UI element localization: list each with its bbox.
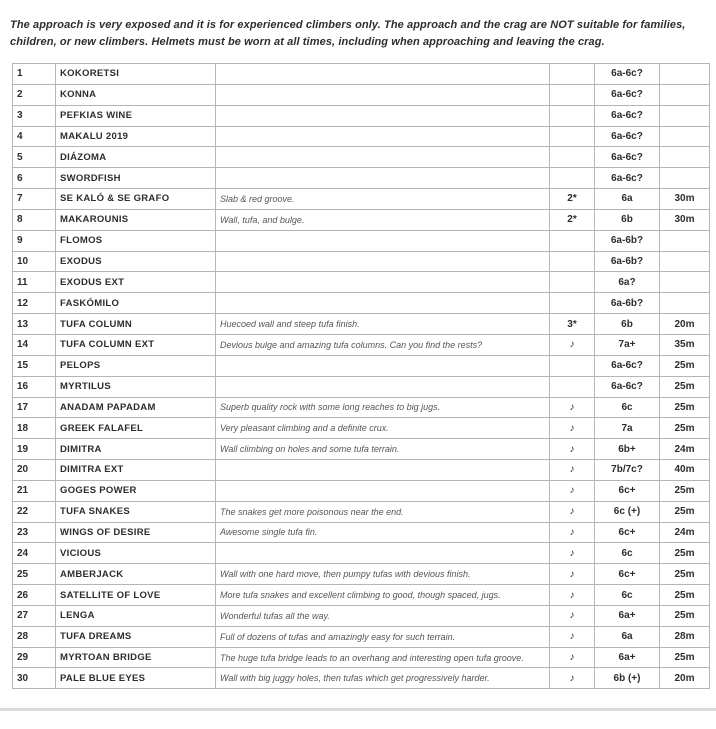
- route-grade: 6b (+): [595, 668, 660, 689]
- route-length: [660, 168, 710, 189]
- route-length: 25m: [660, 605, 710, 626]
- route-grade: 6c (+): [595, 501, 660, 522]
- route-description: [216, 168, 550, 189]
- route-description: [216, 376, 550, 397]
- route-star-or-music-note-icon: ♪: [550, 460, 595, 481]
- route-grade: 6a-6c?: [595, 126, 660, 147]
- route-description: Wall with big juggy holes, then tufas which get progressively harder.: [216, 668, 550, 689]
- route-name: VICIOUS: [56, 543, 216, 564]
- route-name: LENGA: [56, 605, 216, 626]
- route-number: 14: [13, 334, 56, 355]
- route-description: [216, 64, 550, 85]
- route-length: [660, 147, 710, 168]
- route-description: [216, 230, 550, 251]
- route-length: 40m: [660, 460, 710, 481]
- route-name: DIMITRA: [56, 439, 216, 460]
- route-number: 28: [13, 626, 56, 647]
- route-length: 25m: [660, 501, 710, 522]
- route-star-or-music-note-icon: [550, 272, 595, 293]
- route-table-body: [13, 64, 710, 689]
- route-number: 3: [13, 105, 56, 126]
- route-grade: 6a-6c?: [595, 64, 660, 85]
- route-grade: 6a-6c?: [595, 147, 660, 168]
- route-description: [216, 84, 550, 105]
- route-star-or-music-note-icon: 2*: [550, 209, 595, 230]
- route-grade: 6a-6b?: [595, 251, 660, 272]
- route-grade: 6c+: [595, 480, 660, 501]
- route-grade: 6c: [595, 543, 660, 564]
- table-row: [13, 84, 710, 105]
- route-description: Wall climbing on holes and some tufa terrain.: [216, 439, 550, 460]
- table-row: [13, 647, 710, 668]
- route-name: MAKALU 2019: [56, 126, 216, 147]
- route-grade: 6a-6c?: [595, 376, 660, 397]
- approach-warning-text: The approach is very exposed and it is for experienced climbers only. The approach and the crag are NOT suitable for families, children, or new climbers. Helmets must be worn at all times, including when approaching and leaving the crag.: [10, 19, 686, 49]
- route-name: FLOMOS: [56, 230, 216, 251]
- table-row: [13, 168, 710, 189]
- route-number: 9: [13, 230, 56, 251]
- route-grade: 6a: [595, 626, 660, 647]
- route-number: 4: [13, 126, 56, 147]
- route-length: 30m: [660, 209, 710, 230]
- route-grade: 6c+: [595, 564, 660, 585]
- route-name: MYRTOAN BRIDGE: [56, 647, 216, 668]
- route-length: [660, 272, 710, 293]
- route-name: PALE BLUE EYES: [56, 668, 216, 689]
- route-grade: 6c: [595, 585, 660, 606]
- route-star-or-music-note-icon: 3*: [550, 314, 595, 335]
- route-length: 20m: [660, 314, 710, 335]
- route-name: GREEK FALAFEL: [56, 418, 216, 439]
- route-description: Huecoed wall and steep tufa finish.: [216, 314, 550, 335]
- route-grade: 6a-6c?: [595, 355, 660, 376]
- route-star-or-music-note-icon: ♪: [550, 605, 595, 626]
- route-number: 19: [13, 439, 56, 460]
- route-star-or-music-note-icon: ♪: [550, 626, 595, 647]
- route-number: 26: [13, 585, 56, 606]
- route-number: 27: [13, 605, 56, 626]
- table-row: [13, 480, 710, 501]
- route-description: Very pleasant climbing and a definite crux.: [216, 418, 550, 439]
- route-grade: 6a: [595, 189, 660, 210]
- route-star-or-music-note-icon: ♪: [550, 418, 595, 439]
- route-number: 8: [13, 209, 56, 230]
- route-length: 35m: [660, 334, 710, 355]
- table-row: [13, 397, 710, 418]
- table-row: [13, 209, 710, 230]
- table-row: [13, 564, 710, 585]
- route-length: 28m: [660, 626, 710, 647]
- route-name: SE KALÓ & SE GRAFO: [56, 189, 216, 210]
- route-star-or-music-note-icon: [550, 376, 595, 397]
- route-star-or-music-note-icon: [550, 251, 595, 272]
- route-star-or-music-note-icon: [550, 230, 595, 251]
- route-description: Wall with one hard move, then pumpy tufas with devious finish.: [216, 564, 550, 585]
- route-length: [660, 251, 710, 272]
- route-number: 18: [13, 418, 56, 439]
- route-grade: 7a: [595, 418, 660, 439]
- route-star-or-music-note-icon: [550, 126, 595, 147]
- route-star-or-music-note-icon: 2*: [550, 189, 595, 210]
- table-row: [13, 355, 710, 376]
- route-name: SWORDFISH: [56, 168, 216, 189]
- route-star-or-music-note-icon: [550, 84, 595, 105]
- route-description: Wonderful tufas all the way.: [216, 605, 550, 626]
- route-length: 30m: [660, 189, 710, 210]
- route-number: 1: [13, 64, 56, 85]
- route-length: 25m: [660, 355, 710, 376]
- route-grade: 6a+: [595, 605, 660, 626]
- route-star-or-music-note-icon: ♪: [550, 501, 595, 522]
- route-number: 25: [13, 564, 56, 585]
- route-star-or-music-note-icon: [550, 64, 595, 85]
- table-row: [13, 293, 710, 314]
- route-number: 15: [13, 355, 56, 376]
- route-grade: 6b: [595, 209, 660, 230]
- route-description: [216, 126, 550, 147]
- table-row: [13, 460, 710, 481]
- route-length: [660, 126, 710, 147]
- table-row: [13, 272, 710, 293]
- table-row: [13, 585, 710, 606]
- route-name: KONNA: [56, 84, 216, 105]
- table-row: [13, 230, 710, 251]
- route-name: EXODUS EXT: [56, 272, 216, 293]
- table-row: [13, 251, 710, 272]
- route-name: MAKAROUNIS: [56, 209, 216, 230]
- route-number: 7: [13, 189, 56, 210]
- route-star-or-music-note-icon: ♪: [550, 585, 595, 606]
- route-description: [216, 105, 550, 126]
- route-table: [12, 63, 710, 689]
- route-description: [216, 272, 550, 293]
- route-number: 24: [13, 543, 56, 564]
- route-name: AMBERJACK: [56, 564, 216, 585]
- route-length: [660, 84, 710, 105]
- route-star-or-music-note-icon: ♪: [550, 334, 595, 355]
- route-number: 6: [13, 168, 56, 189]
- route-description: More tufa snakes and excellent climbing to good, though spaced, jugs.: [216, 585, 550, 606]
- route-number: 2: [13, 84, 56, 105]
- route-number: 12: [13, 293, 56, 314]
- route-grade: 6b+: [595, 439, 660, 460]
- route-grade: 6a-6b?: [595, 293, 660, 314]
- route-grade: 6a+: [595, 647, 660, 668]
- route-star-or-music-note-icon: [550, 105, 595, 126]
- route-star-or-music-note-icon: [550, 168, 595, 189]
- table-row: [13, 126, 710, 147]
- table-row: [13, 543, 710, 564]
- route-name: FASKÓMILO: [56, 293, 216, 314]
- route-description: Full of dozens of tufas and amazingly easy for such terrain.: [216, 626, 550, 647]
- route-name: TUFA COLUMN EXT: [56, 334, 216, 355]
- route-star-or-music-note-icon: ♪: [550, 397, 595, 418]
- route-grade: 6a?: [595, 272, 660, 293]
- route-star-or-music-note-icon: ♪: [550, 480, 595, 501]
- route-grade: 7a+: [595, 334, 660, 355]
- route-description: Slab & red groove.: [216, 189, 550, 210]
- route-number: 11: [13, 272, 56, 293]
- route-description: Superb quality rock with some long reaches to big jugs.: [216, 397, 550, 418]
- route-grade: 6c+: [595, 522, 660, 543]
- route-description: [216, 251, 550, 272]
- route-name: TUFA SNAKES: [56, 501, 216, 522]
- table-row: [13, 334, 710, 355]
- route-name: PELOPS: [56, 355, 216, 376]
- route-name: KOKORETSI: [56, 64, 216, 85]
- table-row: [13, 522, 710, 543]
- route-number: 10: [13, 251, 56, 272]
- route-description: [216, 543, 550, 564]
- route-name: DIÁZOMA: [56, 147, 216, 168]
- route-description: [216, 293, 550, 314]
- table-row: [13, 147, 710, 168]
- route-star-or-music-note-icon: ♪: [550, 522, 595, 543]
- route-length: 25m: [660, 397, 710, 418]
- route-grade: 6b: [595, 314, 660, 335]
- route-description: [216, 147, 550, 168]
- route-star-or-music-note-icon: ♪: [550, 668, 595, 689]
- table-row: [13, 501, 710, 522]
- route-description: Wall, tufa, and bulge.: [216, 209, 550, 230]
- route-length: 25m: [660, 418, 710, 439]
- route-name: GOGES POWER: [56, 480, 216, 501]
- table-row: [13, 605, 710, 626]
- route-number: 21: [13, 480, 56, 501]
- route-number: 16: [13, 376, 56, 397]
- route-length: 24m: [660, 439, 710, 460]
- table-row: [13, 105, 710, 126]
- route-star-or-music-note-icon: [550, 147, 595, 168]
- route-description: [216, 355, 550, 376]
- route-length: 25m: [660, 480, 710, 501]
- route-description: [216, 480, 550, 501]
- route-length: 25m: [660, 564, 710, 585]
- route-length: [660, 105, 710, 126]
- table-row: [13, 668, 710, 689]
- route-length: 25m: [660, 647, 710, 668]
- route-name: DIMITRA EXT: [56, 460, 216, 481]
- route-grade: 6a-6b?: [595, 230, 660, 251]
- route-length: [660, 230, 710, 251]
- route-name: PEFKIAS WINE: [56, 105, 216, 126]
- route-name: WINGS OF DESIRE: [56, 522, 216, 543]
- route-name: SATELLITE OF LOVE: [56, 585, 216, 606]
- route-number: 22: [13, 501, 56, 522]
- route-number: 5: [13, 147, 56, 168]
- table-row: [13, 314, 710, 335]
- route-star-or-music-note-icon: [550, 355, 595, 376]
- route-length: [660, 64, 710, 85]
- route-grade: 6a-6c?: [595, 84, 660, 105]
- table-row: [13, 626, 710, 647]
- route-star-or-music-note-icon: ♪: [550, 564, 595, 585]
- bottom-divider: [0, 708, 716, 711]
- route-number: 29: [13, 647, 56, 668]
- table-row: [13, 418, 710, 439]
- route-name: ANADAM PAPADAM: [56, 397, 216, 418]
- route-grade: 6c: [595, 397, 660, 418]
- route-description: The huge tufa bridge leads to an overhang and interesting open tufa groove.: [216, 647, 550, 668]
- route-number: 23: [13, 522, 56, 543]
- route-length: 25m: [660, 376, 710, 397]
- route-length: 24m: [660, 522, 710, 543]
- route-grade: 6a-6c?: [595, 168, 660, 189]
- route-description: The snakes get more poisonous near the end.: [216, 501, 550, 522]
- route-star-or-music-note-icon: ♪: [550, 543, 595, 564]
- route-description: Devious bulge and amazing tufa columns. Can you find the rests?: [216, 334, 550, 355]
- route-number: 20: [13, 460, 56, 481]
- route-number: 13: [13, 314, 56, 335]
- route-length: 25m: [660, 585, 710, 606]
- table-row: [13, 189, 710, 210]
- table-row: [13, 376, 710, 397]
- route-name: MYRTILUS: [56, 376, 216, 397]
- table-row: [13, 64, 710, 85]
- route-star-or-music-note-icon: [550, 293, 595, 314]
- route-number: 30: [13, 668, 56, 689]
- route-star-or-music-note-icon: ♪: [550, 647, 595, 668]
- route-grade: 7b/7c?: [595, 460, 660, 481]
- route-description: [216, 460, 550, 481]
- route-length: 25m: [660, 543, 710, 564]
- route-length: [660, 293, 710, 314]
- route-name: TUFA COLUMN: [56, 314, 216, 335]
- route-grade: 6a-6c?: [595, 105, 660, 126]
- route-name: TUFA DREAMS: [56, 626, 216, 647]
- route-number: 17: [13, 397, 56, 418]
- route-star-or-music-note-icon: ♪: [550, 439, 595, 460]
- table-row: [13, 439, 710, 460]
- route-name: EXODUS: [56, 251, 216, 272]
- route-length: 20m: [660, 668, 710, 689]
- route-description: Awesome single tufa fin.: [216, 522, 550, 543]
